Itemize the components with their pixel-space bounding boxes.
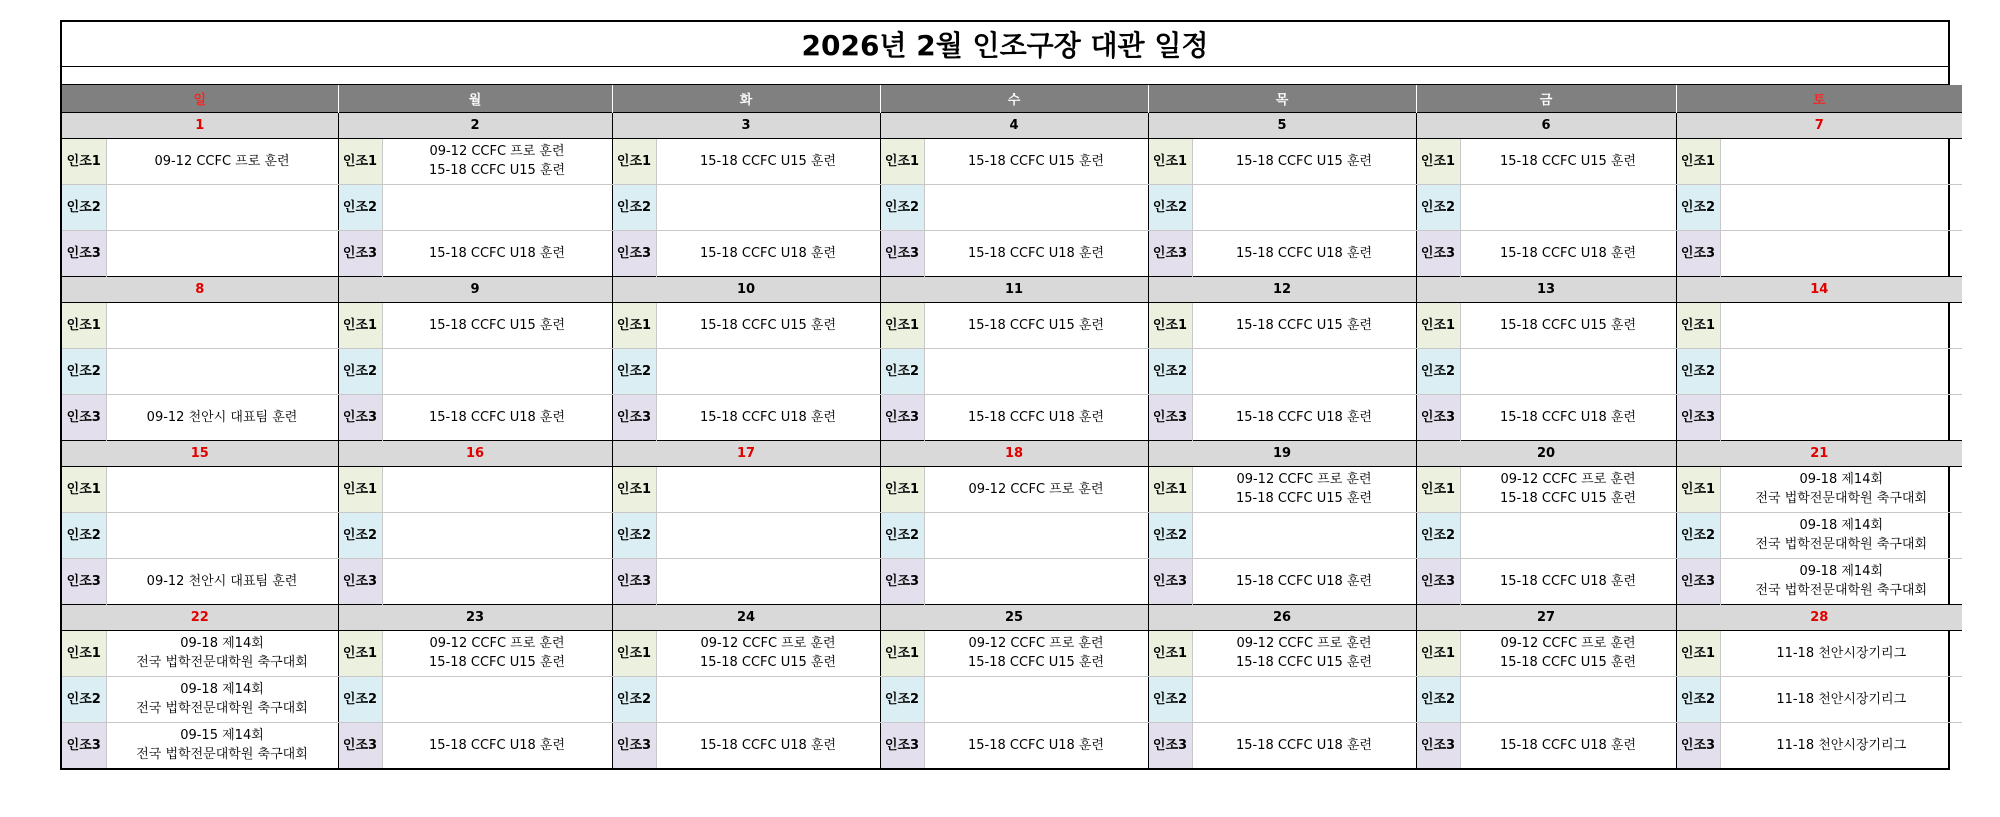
date-cell: 1 (62, 112, 338, 138)
field-label: 인조1 (612, 138, 656, 184)
field-label: 인조3 (1416, 230, 1460, 276)
field-label: 인조3 (612, 558, 656, 604)
field-label: 인조2 (1148, 676, 1192, 722)
field-label: 인조3 (1416, 722, 1460, 768)
weekday-header: 수 (880, 85, 1148, 112)
date-cell: 4 (880, 112, 1148, 138)
field-slot-row (62, 348, 1962, 394)
field-label: 인조3 (338, 722, 382, 768)
booking-cell: 15-18 CCFC U18 훈련 (1192, 394, 1416, 440)
date-cell: 21 (1676, 440, 1962, 466)
date-cell: 20 (1416, 440, 1676, 466)
booking-cell (1192, 512, 1416, 558)
field-label: 인조3 (1148, 394, 1192, 440)
date-row (62, 276, 1962, 302)
field-label: 인조1 (1676, 630, 1720, 676)
calendar-body (62, 85, 1962, 768)
booking-cell (106, 348, 338, 394)
field-slot-row (62, 676, 1962, 722)
field-label: 인조3 (1148, 722, 1192, 768)
field-label: 인조1 (612, 302, 656, 348)
booking-cell: 15-18 CCFC U18 훈련 (1192, 230, 1416, 276)
booking-cell: 11-18 천안시장기리그 (1720, 630, 1962, 676)
field-slot-row (62, 722, 1962, 768)
booking-cell: 15-18 CCFC U15 훈련 (1460, 138, 1676, 184)
date-cell: 16 (338, 440, 612, 466)
booking-cell (924, 348, 1148, 394)
booking-cell: 15-18 CCFC U18 훈련 (656, 722, 880, 768)
date-cell: 25 (880, 604, 1148, 630)
date-cell: 18 (880, 440, 1148, 466)
booking-cell (382, 466, 612, 512)
booking-cell (106, 302, 338, 348)
booking-cell: 15-18 CCFC U15 훈련 (382, 302, 612, 348)
booking-cell (1460, 512, 1676, 558)
date-cell: 15 (62, 440, 338, 466)
field-label: 인조2 (1148, 184, 1192, 230)
booking-cell (1720, 302, 1962, 348)
date-cell: 17 (612, 440, 880, 466)
weekday-header: 화 (612, 85, 880, 112)
field-label: 인조3 (62, 558, 106, 604)
booking-cell: 09-12 CCFC 프로 훈련 15-18 CCFC U15 훈련 (382, 630, 612, 676)
field-label: 인조1 (1148, 138, 1192, 184)
field-slot-row (62, 302, 1962, 348)
field-label: 인조3 (880, 722, 924, 768)
weekday-header: 일 (62, 85, 338, 112)
field-label: 인조3 (612, 394, 656, 440)
field-label: 인조1 (338, 302, 382, 348)
field-label: 인조1 (338, 138, 382, 184)
field-label: 인조3 (62, 230, 106, 276)
field-label: 인조2 (880, 512, 924, 558)
date-row (62, 112, 1962, 138)
booking-cell: 09-12 CCFC 프로 훈련 15-18 CCFC U15 훈련 (656, 630, 880, 676)
field-label: 인조2 (880, 348, 924, 394)
field-label: 인조1 (1416, 302, 1460, 348)
booking-cell: 09-12 CCFC 프로 훈련 15-18 CCFC U15 훈련 (924, 630, 1148, 676)
field-label: 인조2 (612, 676, 656, 722)
booking-cell (924, 184, 1148, 230)
booking-cell (382, 512, 612, 558)
booking-cell: 15-18 CCFC U18 훈련 (924, 394, 1148, 440)
booking-cell: 09-18 제14회 전국 법학전문대학원 축구대회 (1720, 466, 1962, 512)
booking-cell (1192, 184, 1416, 230)
field-label: 인조1 (612, 630, 656, 676)
field-label: 인조3 (1148, 558, 1192, 604)
booking-cell (1720, 230, 1962, 276)
weekday-header-row (62, 85, 1962, 112)
page-title: 2026년 2월 인조구장 대관 일정 (62, 22, 1948, 67)
booking-cell: 09-12 CCFC 프로 훈련 (106, 138, 338, 184)
calendar-table (62, 85, 1962, 768)
field-slot-row (62, 558, 1962, 604)
field-label: 인조2 (880, 676, 924, 722)
field-label: 인조2 (338, 512, 382, 558)
field-label: 인조2 (1676, 512, 1720, 558)
booking-cell (382, 184, 612, 230)
field-label: 인조1 (338, 630, 382, 676)
field-label: 인조1 (1148, 302, 1192, 348)
booking-cell: 09-18 제14회 전국 법학전문대학원 축구대회 (1755, 564, 1928, 598)
date-cell: 7 (1676, 112, 1962, 138)
booking-cell: 09-15 제14회 전국 법학전문대학원 축구대회 (106, 722, 338, 768)
field-slot-row (62, 138, 1962, 184)
booking-cell (924, 512, 1148, 558)
field-label: 인조2 (1416, 348, 1460, 394)
booking-cell: 15-18 CCFC U18 훈련 (382, 230, 612, 276)
field-label: 인조2 (1148, 512, 1192, 558)
booking-cell: 15-18 CCFC U18 훈련 (1192, 558, 1416, 604)
booking-cell: 15-18 CCFC U15 훈련 (656, 138, 880, 184)
field-label: 인조3 (1416, 558, 1460, 604)
booking-cell (106, 512, 338, 558)
schedule-sheet (60, 20, 1950, 770)
date-cell: 12 (1148, 276, 1416, 302)
field-label: 인조2 (612, 184, 656, 230)
date-row (62, 440, 1962, 466)
field-label: 인조1 (338, 466, 382, 512)
booking-cell (106, 230, 338, 276)
field-label: 인조2 (1676, 676, 1720, 722)
booking-cell (1720, 138, 1962, 184)
date-cell: 19 (1148, 440, 1416, 466)
field-label: 인조1 (62, 630, 106, 676)
field-label: 인조3 (338, 558, 382, 604)
booking-cell: 15-18 CCFC U18 훈련 (382, 722, 612, 768)
booking-cell (106, 466, 338, 512)
field-label: 인조1 (1416, 138, 1460, 184)
date-cell: 2 (338, 112, 612, 138)
booking-cell: 15-18 CCFC U18 훈련 (924, 722, 1148, 768)
booking-cell: 09-12 천안시 대표팀 훈련 (106, 558, 338, 604)
field-label: 인조1 (880, 466, 924, 512)
date-cell: 24 (612, 604, 880, 630)
booking-cell: 15-18 CCFC U18 훈련 (924, 230, 1148, 276)
date-cell: 13 (1416, 276, 1676, 302)
spacer-row (62, 67, 1948, 85)
field-label: 인조2 (62, 184, 106, 230)
field-label: 인조3 (1676, 230, 1720, 276)
field-label: 인조1 (1416, 466, 1460, 512)
weekday-header: 목 (1148, 85, 1416, 112)
date-row (62, 604, 1962, 630)
field-label: 인조2 (612, 348, 656, 394)
field-label: 인조1 (62, 466, 106, 512)
field-label: 인조3 (880, 394, 924, 440)
booking-cell: 09-12 CCFC 프로 훈련 15-18 CCFC U15 훈련 (1460, 466, 1676, 512)
date-cell: 5 (1148, 112, 1416, 138)
booking-cell: 09-12 CCFC 프로 훈련 15-18 CCFC U15 훈련 (1192, 466, 1416, 512)
booking-cell (1460, 676, 1676, 722)
field-slot-row (62, 230, 1962, 276)
field-label: 인조2 (1416, 676, 1460, 722)
booking-cell: 15-18 CCFC U18 훈련 (656, 394, 880, 440)
booking-cell (1720, 394, 1962, 440)
date-cell: 6 (1416, 112, 1676, 138)
booking-cell (656, 348, 880, 394)
booking-cell: 15-18 CCFC U15 훈련 (1192, 138, 1416, 184)
booking-cell (924, 558, 1148, 604)
booking-cell (382, 348, 612, 394)
booking-cell: 09-18 제14회 전국 법학전문대학원 축구대회 (1720, 512, 1962, 558)
field-label: 인조2 (1416, 512, 1460, 558)
field-label: 인조2 (62, 512, 106, 558)
field-label: 인조3 (1416, 394, 1460, 440)
field-label: 인조2 (1148, 348, 1192, 394)
booking-cell (924, 676, 1148, 722)
field-label: 인조2 (1676, 348, 1720, 394)
field-label: 인조3 (612, 722, 656, 768)
weekday-header: 월 (338, 85, 612, 112)
booking-cell (1192, 676, 1416, 722)
date-cell: 23 (338, 604, 612, 630)
field-label: 인조3 (880, 558, 924, 604)
booking-cell: 15-18 CCFC U15 훈련 (656, 302, 880, 348)
field-label: 인조3 (1148, 230, 1192, 276)
booking-cell: 09-18 제14회 전국 법학전문대학원 축구대회 (106, 630, 338, 676)
booking-cell (656, 512, 880, 558)
field-label: 인조2 (338, 184, 382, 230)
field-label: 인조2 (612, 512, 656, 558)
field-label: 인조1 (880, 302, 924, 348)
field-slot-row (62, 512, 1962, 558)
field-label: 인조3 (1676, 722, 1720, 768)
field-label: 인조1 (62, 138, 106, 184)
booking-cell: 15-18 CCFC U15 훈련 (924, 302, 1148, 348)
booking-cell: 09-12 CCFC 프로 훈련 15-18 CCFC U15 훈련 (382, 138, 612, 184)
booking-cell (1192, 348, 1416, 394)
field-label: 인조2 (1416, 184, 1460, 230)
booking-cell: 11-18 천안시장기리그 (1720, 676, 1962, 722)
booking-cell: 15-18 CCFC U18 훈련 (1460, 722, 1676, 768)
booking-cell (1720, 184, 1962, 230)
field-label: 인조3 (338, 230, 382, 276)
weekday-header: 토 (1676, 85, 1962, 112)
field-label: 인조2 (880, 184, 924, 230)
booking-cell: 09-18 제14회 전국 법학전문대학원 축구대회 (106, 676, 338, 722)
field-label: 인조3 (1676, 558, 1720, 604)
booking-cell (1460, 184, 1676, 230)
field-label: 인조2 (338, 676, 382, 722)
booking-cell (1720, 348, 1962, 394)
field-label: 인조1 (880, 630, 924, 676)
field-slot-row (62, 630, 1962, 676)
booking-cell: 15-18 CCFC U18 훈련 (1460, 558, 1676, 604)
field-label: 인조3 (612, 230, 656, 276)
field-label: 인조1 (1148, 466, 1192, 512)
booking-cell (382, 676, 612, 722)
field-label: 인조2 (338, 348, 382, 394)
booking-cell (382, 558, 612, 604)
booking-cell: 09-12 CCFC 프로 훈련 (924, 466, 1148, 512)
field-label: 인조1 (1676, 302, 1720, 348)
field-label: 인조1 (1148, 630, 1192, 676)
booking-cell: 15-18 CCFC U18 훈련 (1460, 394, 1676, 440)
date-cell: 9 (338, 276, 612, 302)
field-slot-row (62, 184, 1962, 230)
date-cell: 28 (1676, 604, 1962, 630)
booking-cell (656, 558, 880, 604)
field-label: 인조3 (880, 230, 924, 276)
date-cell: 3 (612, 112, 880, 138)
booking-cell: 15-18 CCFC U15 훈련 (924, 138, 1148, 184)
field-label: 인조1 (880, 138, 924, 184)
weekday-header: 금 (1416, 85, 1676, 112)
field-label: 인조1 (62, 302, 106, 348)
field-label: 인조3 (338, 394, 382, 440)
field-label: 인조1 (1676, 138, 1720, 184)
field-label: 인조3 (1676, 394, 1720, 440)
date-cell: 22 (62, 604, 338, 630)
field-slot-row (62, 466, 1962, 512)
booking-cell: 09-12 CCFC 프로 훈련 15-18 CCFC U15 훈련 (1460, 630, 1676, 676)
field-label: 인조1 (612, 466, 656, 512)
date-cell: 10 (612, 276, 880, 302)
booking-cell: 09-12 천안시 대표팀 훈련 (106, 394, 338, 440)
booking-cell (106, 184, 338, 230)
booking-cell: 15-18 CCFC U15 훈련 (1192, 302, 1416, 348)
booking-cell: 15-18 CCFC U18 훈련 (1460, 230, 1676, 276)
booking-cell: 15-18 CCFC U18 훈련 (1192, 722, 1416, 768)
booking-cell: 15-18 CCFC U15 훈련 (1460, 302, 1676, 348)
date-cell: 14 (1676, 276, 1962, 302)
booking-cell: 15-18 CCFC U18 훈련 (656, 230, 880, 276)
date-cell: 27 (1416, 604, 1676, 630)
date-cell: 11 (880, 276, 1148, 302)
booking-cell (1460, 348, 1676, 394)
field-label: 인조1 (1676, 466, 1720, 512)
booking-cell (656, 184, 880, 230)
field-label: 인조2 (1676, 184, 1720, 230)
date-cell: 26 (1148, 604, 1416, 630)
date-cell: 8 (62, 276, 338, 302)
field-label: 인조3 (62, 722, 106, 768)
field-slot-row (62, 394, 1962, 440)
booking-cell: 11-18 천안시장기리그 (1776, 737, 1907, 753)
field-label: 인조2 (62, 676, 106, 722)
field-label: 인조3 (62, 394, 106, 440)
booking-cell: 09-12 CCFC 프로 훈련 15-18 CCFC U15 훈련 (1192, 630, 1416, 676)
field-label: 인조2 (62, 348, 106, 394)
booking-cell: 15-18 CCFC U18 훈련 (382, 394, 612, 440)
field-label: 인조1 (1416, 630, 1460, 676)
booking-cell (656, 676, 880, 722)
booking-cell (656, 466, 880, 512)
